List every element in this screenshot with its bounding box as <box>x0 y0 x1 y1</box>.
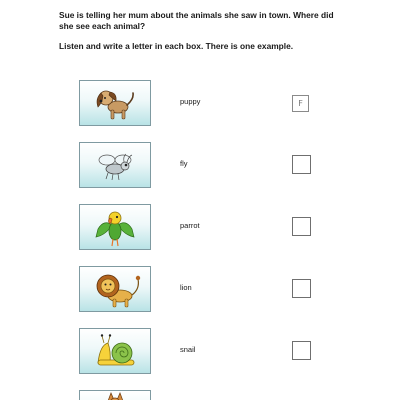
animal-label-fly: fly <box>180 159 188 168</box>
lion-picture <box>79 266 151 312</box>
animal-label-snail: snail <box>180 345 196 354</box>
snail-icon <box>80 329 150 373</box>
fly-icon <box>80 143 150 187</box>
question-row-fly <box>0 142 400 190</box>
animal-label-puppy: puppy <box>180 97 201 106</box>
animal-label-lion: lion <box>180 283 192 292</box>
partial-animal-picture <box>79 390 151 400</box>
animal-ears-icon <box>80 391 150 400</box>
question-row-snail <box>0 328 400 376</box>
parrot-icon <box>80 205 150 249</box>
answer-box-fly[interactable] <box>292 155 311 174</box>
answer-box-lion[interactable] <box>292 279 311 298</box>
question-row-lion <box>0 266 400 314</box>
instruction-line-2: she see each animal? <box>59 21 146 31</box>
question-row-puppy <box>0 80 400 128</box>
lion-icon <box>80 267 150 311</box>
instruction-line-1: Sue is telling her mum about the animals she saw in town. Where did <box>59 10 334 20</box>
question-row-parrot <box>0 204 400 252</box>
parrot-picture <box>79 204 151 250</box>
instructions <box>59 10 379 52</box>
puppy-picture <box>79 80 151 126</box>
snail-picture <box>79 328 151 374</box>
answer-box-snail[interactable] <box>292 341 311 360</box>
fly-picture <box>79 142 151 188</box>
answer-box-puppy: F <box>292 95 309 112</box>
instruction-line-3: Listen and write a letter in each box. There is one example. <box>59 41 294 51</box>
animal-label-parrot: parrot <box>180 221 200 230</box>
question-row-partial <box>0 390 400 400</box>
answer-box-parrot[interactable] <box>292 217 311 236</box>
puppy-icon <box>80 81 150 125</box>
